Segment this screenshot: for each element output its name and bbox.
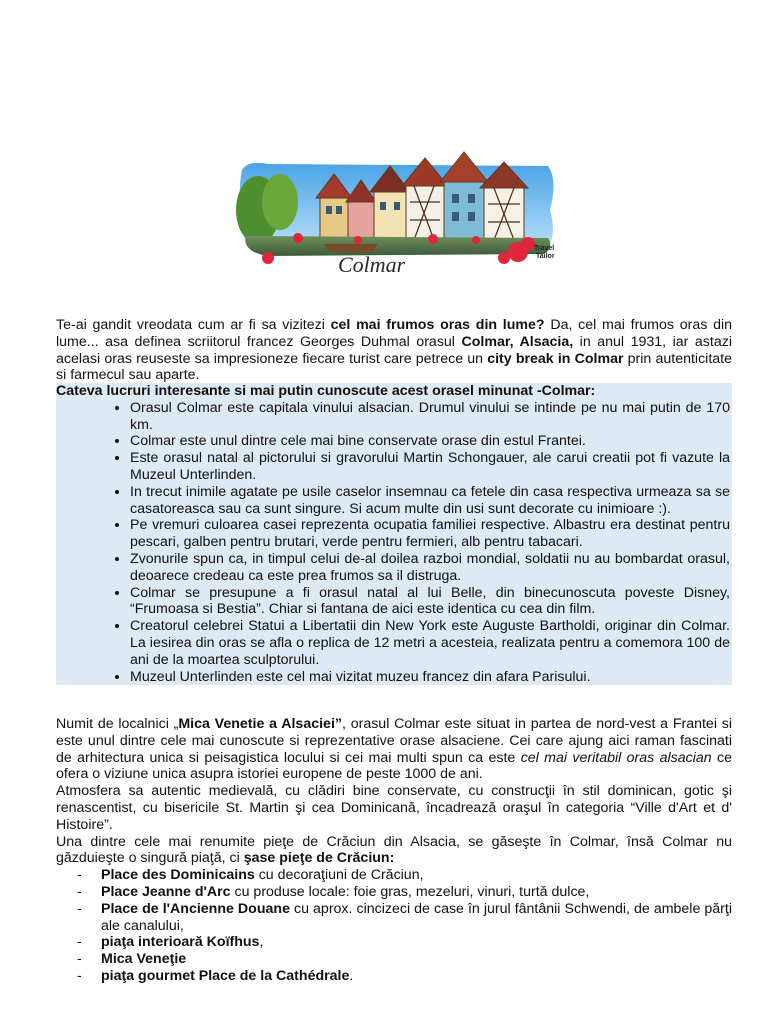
list-item: • Creatorul celebrei Statui a Libertatii din New York este Auguste Bartholdi, originar din Colmar. La iesirea din oras se afla o replica de 12 metri a acesteia, realizata pentru a comemora 100 de ani de la moartea sculptorului. xyxy=(130,618,732,668)
list-item: • Zvonurile spun ca, in timpul celui de-al doilea razboi mondial, soldatii nu au bombardat orasul, deoarece credeau ca este prea frumos sa il distruga. xyxy=(130,551,732,585)
facts-list xyxy=(56,400,732,686)
travel-tailor-logo: Travel xyxy=(534,245,555,252)
list-item: - piaţa interioară Koïfhus, xyxy=(56,934,732,951)
atmosphere-paragraph: Atmosfera sa autentic medievală, cu clădiri bine conservate, cu construcţii în stil dominican, gotic şi renascentist, cu bisericile St. Martin şi cea Dominicană, încadrează oraşul în categoria “Ville d'Art et d' Histoire”. xyxy=(56,783,732,833)
facts-heading: Cateva lucruri interesante si mai putin cunoscute acest orasel minunat -Colmar: xyxy=(56,383,596,399)
facts-section xyxy=(56,383,732,685)
list-item: • Colmar se presupune a fi orasul natal al lui Belle, din binecunoscuta poveste Disney, “Frumoasa si Bestia”. Chiar si fantana de aici este identica cu cea din film. xyxy=(130,585,732,619)
list-item: - Place des Dominicains cu decoraţiuni de Crăciun, xyxy=(56,867,732,884)
list-item: - Place de l'Ancienne Douane cu aprox. cincizeci de case în jurul fântânii Schwendi, de ambele părţi ale canalului, xyxy=(56,901,732,935)
christmas-paragraph: Una dintre cele mai renumite pieţe de Crăciun din Alsacia, se găseşte în Colmar, însă Colmar nu găzduieşte o singură piaţă, ci şase pieţe de Crăciun: xyxy=(56,833,732,867)
list-item: • Colmar este unul dintre cele mai bine conservate orase din estul Frantei. xyxy=(130,433,732,450)
list-item: • Este orasul natal al pictorului si gravorului Martin Schongauer, ale carui creatii pot fi vazute la Muzeul Unterlinden. xyxy=(130,450,732,484)
list-item: • In trecut inimile agatate pe usile caselor insemnau ca fetele din casa respectiva urmeaza sa se casatoreasca sau ca sunt singure. Si acum multe din usi sunt decorate cu inimioare :). xyxy=(130,484,732,518)
list-item: • Pe vremuri culoarea casei reprezenta ocupatia familiei respective. Albastru era destinat pentru pescari, galben pentru brutari, verde pentru fermieri, alb pentru tabacari. xyxy=(130,517,732,551)
intro-paragraph: Te-ai gandit vreodata cum ar fi sa vizitezi cel mai frumos oras din lume? Da, cel mai frumos oras din lume... asa definea scriitorul francez Georges Duhmal orasul Colmar, Alsacia, in anul 1931, iar astazi acelasi oras reuseste sa impresioneze fiecare turist care petrece un city break in Colmar prin autenticitate si farmecul sau aparte. xyxy=(56,317,732,384)
banner-caption: Colmar xyxy=(338,252,406,277)
colmar-banner-image xyxy=(228,140,564,290)
venice-paragraph: Numit de localnici „Mica Venetie a Alsaciei”, orasul Colmar este situat in partea de nord-vest a Frantei si este unul dintre cele mai cunoscute si reprezentative orase alsaciene. Cei care ajung aici raman fascinati de arhitectura unica si peisagistica locului si cei mai multi spun ca este cel mai veritabil oras alsacian ce ofera o viziune unica asupra istoriei europene de peste 1000 de ani. xyxy=(56,716,732,783)
markets-list xyxy=(56,867,732,985)
list-item: - Mica Veneţie xyxy=(56,951,732,968)
list-item: - piaţa gourmet Place de la Cathédrale. xyxy=(56,968,732,985)
list-item: - Place Jeanne d'Arc cu produse locale: foie gras, mezeluri, vinuri, turtă dulce, xyxy=(56,884,732,901)
body-section xyxy=(56,716,732,985)
list-item: • Orasul Colmar este capitala vinului alsacian. Drumul vinului se intinde pe nu mai putin de 170 km. xyxy=(130,400,732,434)
svg-text:Tailor: Tailor xyxy=(536,253,555,260)
list-item: • Muzeul Unterlinden este cel mai vizitat muzeu francez din afara Parisului. xyxy=(130,669,732,686)
